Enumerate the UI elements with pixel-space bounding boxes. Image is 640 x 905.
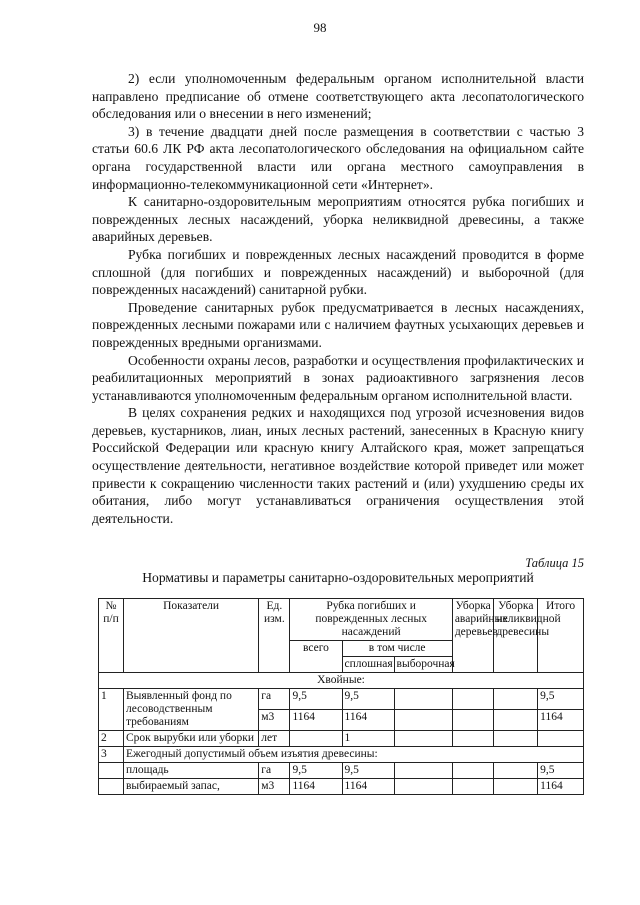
cell-unit: лет [259, 731, 290, 747]
header-including: в том числе [342, 641, 452, 657]
cell-illiquid [494, 763, 538, 779]
cell-solid: 1 [342, 731, 394, 747]
cell-selective [394, 763, 452, 779]
cell-num: 3 [99, 747, 124, 763]
cell-total: 9,5 [290, 763, 342, 779]
header-sum: Итого [538, 599, 584, 673]
cell-total: 1164 [290, 779, 342, 795]
cell-num: 2 [99, 731, 124, 747]
table-row [99, 779, 584, 795]
table-row [99, 747, 584, 763]
cell-total [290, 731, 342, 747]
cell-num [99, 763, 124, 779]
cell-total: 9,5 [290, 689, 342, 710]
header-num: № п/п [99, 599, 124, 673]
paragraph: 2) если уполномоченным федеральным органом исполнительной власти направлено предписание об отмене соответствующего акта лесопатологического обследования или о внесении в него изменений; [92, 71, 584, 122]
cell-selective [394, 731, 452, 747]
cell-emergency [452, 710, 494, 731]
paragraph: 3) в течение двадцати дней после размещения в соответствии с частью 3 статьи 60.6 ЛК РФ акта лесопатологического обследования на официальном сайте органа государственной власти или органа местного самоуправления в информационно-телекоммуникационной сети «Интернет». [92, 123, 584, 192]
table-section-row [99, 673, 584, 689]
table-row [99, 731, 584, 747]
cell-num: 1 [99, 689, 124, 731]
header-total: всего [290, 641, 342, 673]
cell-unit: га [259, 763, 290, 779]
table-row [99, 689, 584, 710]
cell-selective [394, 779, 452, 795]
cell-solid: 1164 [342, 710, 394, 731]
header-logging: Рубка погибших и поврежденных лесных насаждений [290, 599, 452, 641]
cell-num [99, 779, 124, 795]
header-illiquid: Уборка неликвидной древесины [494, 599, 538, 673]
cell-name: выбираемый запас, [123, 779, 258, 795]
cell-solid: 9,5 [342, 763, 394, 779]
cell-total: 1164 [290, 710, 342, 731]
table-caption: Таблица 15 [525, 556, 584, 570]
cell-illiquid [494, 731, 538, 747]
paragraph: Рубка погибших и поврежденных лесных насаждений проводится в форме сплошной (для погибших и поврежденных насаждений) и выборочной (для поврежденных насаждений) санитарной рубки. [92, 246, 584, 298]
body-text [92, 70, 584, 527]
table-header-row [99, 599, 584, 641]
header-emergency: Уборка аварийных деревьев [452, 599, 494, 673]
header-name: Показатели [123, 599, 258, 673]
paragraph: Особенности охраны лесов, разработки и осуществления профилактических и реабилитационных мероприятий в зонах радиоактивного загрязнения лесов устанавливаются уполномоченным федеральным органом исполнительной власти. [92, 352, 584, 403]
paragraph: К санитарно-оздоровительным мероприятиям относятся рубка погибших и поврежденных лесных насаждений, уборка неликвидной древесины, а также аварийных деревьев. [92, 194, 584, 245]
cell-solid: 1164 [342, 779, 394, 795]
cell-emergency [452, 763, 494, 779]
header-unit: Ед. изм. [259, 599, 290, 673]
header-selective: выборочная [394, 657, 452, 673]
cell-unit: м3 [259, 779, 290, 795]
cell-sum: 1164 [538, 710, 584, 731]
cell-emergency [452, 731, 494, 747]
table-row [99, 763, 584, 779]
cell-sum [538, 731, 584, 747]
cell-illiquid [494, 689, 538, 710]
cell-illiquid [494, 779, 538, 795]
cell-name: Выявленный фонд по лесоводственным требованиям [123, 689, 258, 731]
cell-sum: 9,5 [538, 763, 584, 779]
cell-selective [394, 710, 452, 731]
header-solid: сплошная [342, 657, 394, 673]
cell-unit: м3 [259, 710, 290, 731]
table-title: Нормативы и параметры санитарно-оздоровительных мероприятий [142, 570, 534, 585]
cell-row-title: Ежегодный допустимый объем изъятия древесины: [123, 747, 583, 763]
cell-solid: 9,5 [342, 689, 394, 710]
section-conifers: Хвойные: [99, 673, 584, 689]
page-number: 98 [313, 20, 327, 35]
norms-table [98, 598, 584, 795]
cell-selective [394, 689, 452, 710]
cell-sum: 9,5 [538, 689, 584, 710]
cell-emergency [452, 779, 494, 795]
paragraph: В целях сохранения редких и находящихся под угрозой исчезновения видов деревьев, кустарников, лиан, иных лесных растений, занесенных в Красную книгу Российской Федерации или красную книгу Алтайского края, может запрещаться осуществление деятельности, негативное воздействие которой приведет или может привести к сокращению численности таких растений и (или) ухудшению среды их обитания, либо могут устанавливаться ограничения осуществления этой деятельности. [92, 405, 584, 526]
cell-illiquid [494, 710, 538, 731]
paragraph: Проведение санитарных рубок предусматривается в лесных насаждениях, поврежденных лесными пожарами или с наличием фаутных усыхающих деревьев и поврежденных вредными организмами. [92, 299, 584, 350]
cell-sum: 1164 [538, 779, 584, 795]
cell-unit: га [259, 689, 290, 710]
cell-emergency [452, 689, 494, 710]
cell-name: Срок вырубки или уборки [123, 731, 258, 747]
cell-name: площадь [123, 763, 258, 779]
